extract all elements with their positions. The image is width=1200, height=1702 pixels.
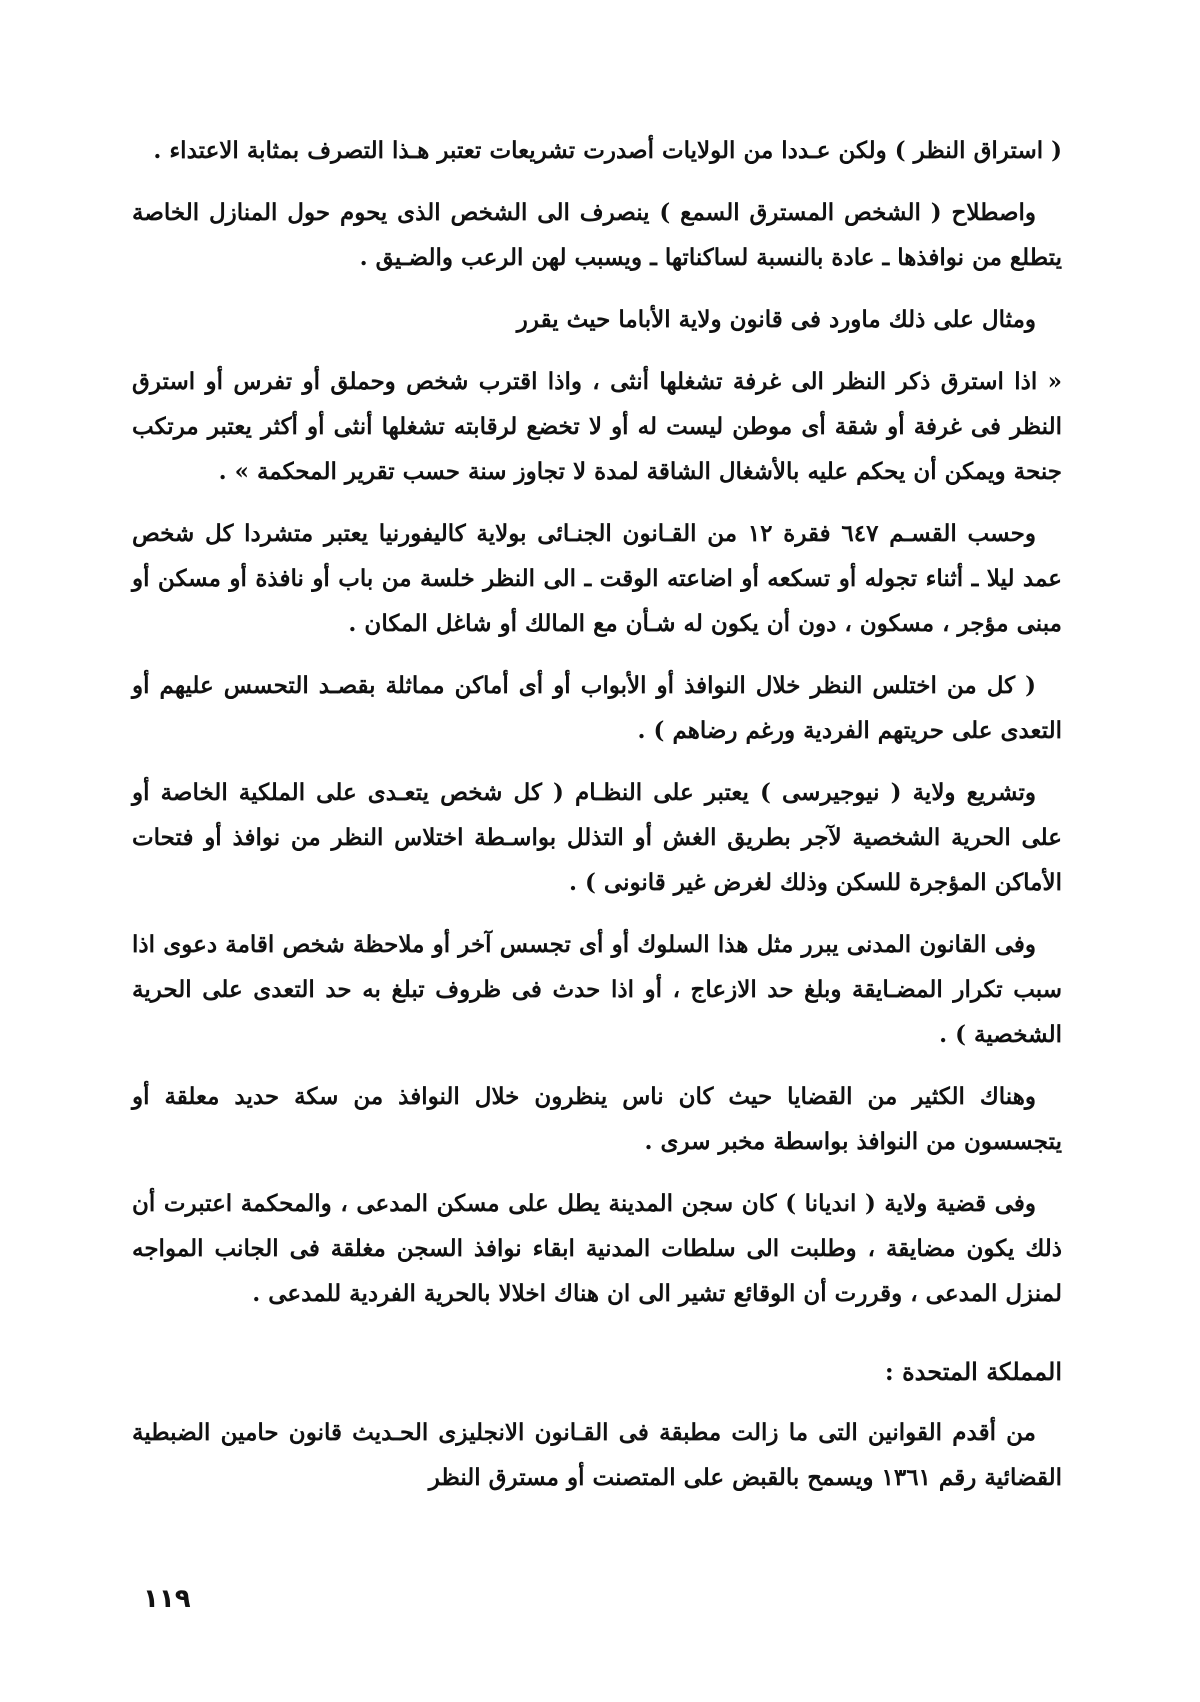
paragraph-1: ( استراق النظر ) ولكن عـددا من الولايات أصدرت تشريعات تعتبر هـذا التصرف بمثابة الاعتداء . <box>153 137 1062 164</box>
quote-alabama: « اذا استرق ذكر النظر الى غرفة تشغلها أنثى ، واذا اقترب شخص وحملق أو تفرس أو استرق النظر فى غرفة أو شقة أى موطن ليست له أو لا تخضع لرقابته تشغلها أنثى أو أكثر يعتبر مرتكب جنحة ويمكن أن يحكم عليه بالأشغال الشاقة لمدة لا تجاوز سنة حسب تقرير المحكمة » . <box>132 368 1062 485</box>
paragraph-uk-law: من أقدم القوانين التى ما زالت مطبقة فى القـانون الانجليزى الحـديث قانون حامين الضبطية القضائية رقم ١٣٦١ ويسمح بالقبض على المتصنت أو مسترق النظر <box>132 1419 1062 1491</box>
section-heading-uk: المملكة المتحدة : <box>884 1357 1062 1386</box>
paragraph-new-jersey: وتشريع ولاية ( نيوجيرسى ) يعتبر على النظـام ( كل شخص يتعـدى على الملكية الخاصة أو على الحرية الشخصية لآجر بطريق الغش أو التذلل بواسـطة اختلاس النظر من نوافذ أو فتحات الأماكن المؤجرة للسكن وذلك لغرض غير قانونى ) . <box>132 779 1062 896</box>
document-page <box>132 128 1062 1517</box>
page-number: ١١٩ <box>143 1584 191 1614</box>
quote-peeping: ( كل من اختلس النظر خلال النوافذ أو الأبواب أو أى أماكن مماثلة بقصـد التحسس عليهم أو التعدى على حريتهم الفردية ورغم رضاهم ) . <box>132 672 1062 744</box>
paragraph-indiana: وفى قضية ولاية ( انديانا ) كان سجن المدينة يطل على مسكن المدعى ، والمحكمة اعتبرت أن ذلك يكون مضايقة ، وطلبت الى سلطات المدنية ابقاء نوافذ السجن مغلقة فى الجانب المواجه لمنزل المدعى ، وقررت أن الوقائع تشير الى ان هناك اخلالا بالحرية الفردية للمدعى . <box>132 1190 1062 1307</box>
paragraph-2: واصطلاح ( الشخص المسترق السمع ) ينصرف الى الشخص الذى يحوم حول المنازل الخاصة يتطلع من نوافذها ـ عادة بالنسبة لساكناتها ـ ويسبب لهن الرعب والضـيق . <box>132 199 1062 271</box>
paragraph-california: وحسب القسـم ٦٤٧ فقرة ١٢ من القـانون الجنـائى بولاية كاليفورنيا يعتبر متشردا كل شخص عمد ليلا ـ أثناء تجوله أو تسكعه أو اضاعته الوقت ـ الى النظر خلسة من باب أو نافذة أو مسكن أو مبنى مؤجر ، مسكون ، دون أن يكون له شـأن مع المالك أو شاغل المكان . <box>132 520 1062 637</box>
paragraph-3: ومثال على ذلك ماورد فى قانون ولاية الأباما حيث يقرر <box>516 306 1036 333</box>
paragraph-cases: وهناك الكثير من القضايا حيث كان ناس ينظرون خلال النوافذ من سكة حديد معلقة أو يتجسسون من النوافذ بواسطة مخبر سرى . <box>132 1083 1062 1155</box>
paragraph-civil-law: وفى القانون المدنى يبرر مثل هذا السلوك أو أى تجسس آخر أو ملاحظة شخص اقامة دعوى اذا سبب تكرار المضـايقة وبلغ حد الازعاج ، أو اذا حدث فى ظروف تبلغ به حد التعدى على الحرية الشخصية ) . <box>132 931 1062 1048</box>
